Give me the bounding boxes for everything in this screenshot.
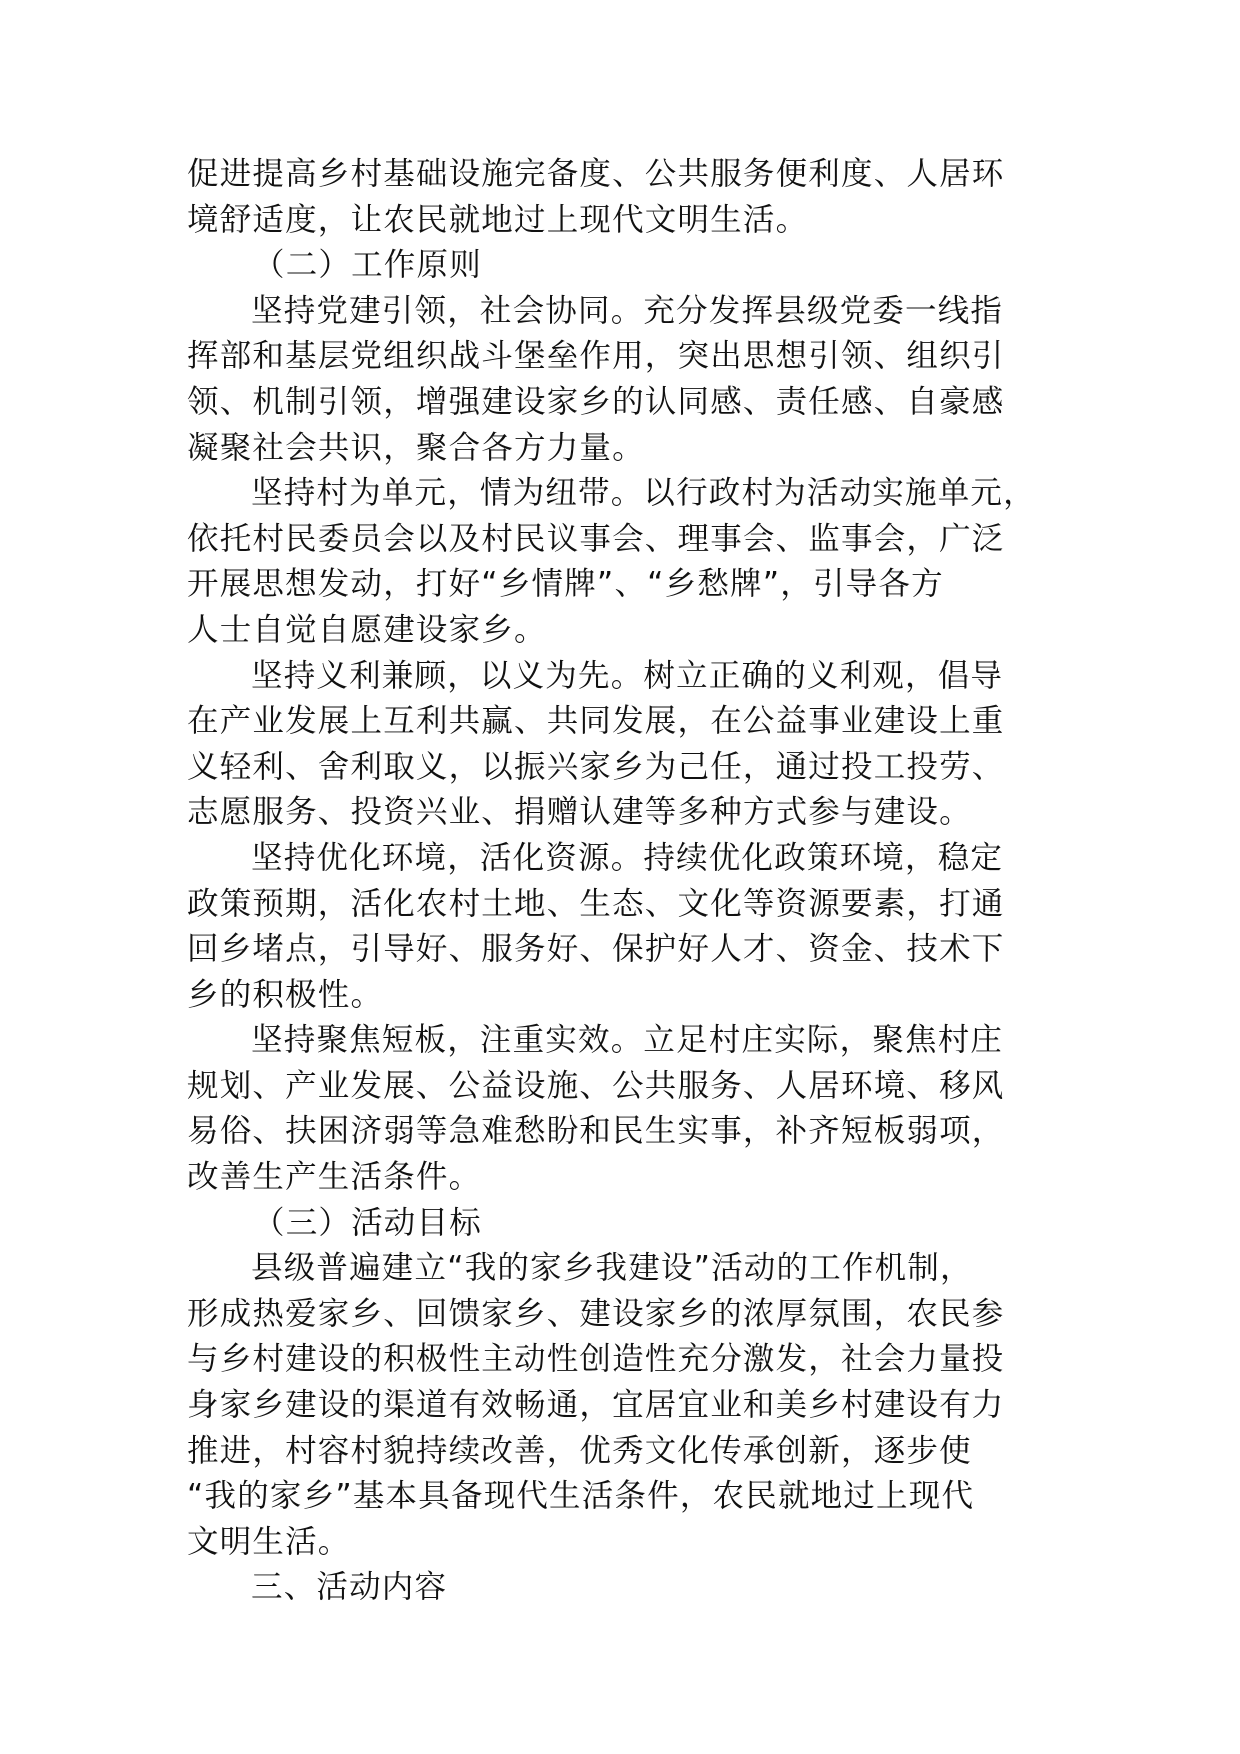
text-line: 乡的积极性。 [187, 976, 384, 1013]
text-line: “我的家乡”基本具备现代生活条件，农民就地过上现代 [187, 1478, 975, 1515]
text-line: 志愿服务、投资兴业、捐赠认建等多种方式参与建设。 [187, 794, 972, 831]
text-line: 与乡村建设的积极性主动性创造性充分激发，社会力量投 [187, 1341, 1005, 1378]
text-line: 推进，村容村貌持续改善，优秀文化传承创新，逐步使 [187, 1432, 972, 1469]
text-line: 规划、产业发展、公益设施、公共服务、人居环境、移风 [187, 1067, 1005, 1104]
section-heading: （二）工作原则 [253, 247, 482, 284]
text-line: 坚持优化环境，活化资源。持续优化政策环境，稳定 [251, 839, 1004, 876]
text-line: 回乡堵点，引导好、服务好、保护好人才、资金、技术下 [187, 931, 1005, 968]
text-line: 坚持党建引领，社会协同。充分发挥县级党委一线指 [251, 292, 1004, 329]
text-line: 改善生产生活条件。 [187, 1159, 482, 1196]
chapter-heading: 三、活动内容 [251, 1569, 448, 1606]
text-line: 挥部和基层党组织战斗堡垒作用，突出思想引领、组织引 [187, 338, 1005, 375]
text-line: 领、机制引领，增强建设家乡的认同感、责任感、自豪感 [187, 383, 1005, 420]
text-line: 政策预期，活化农村土地、生态、文化等资源要素，打通 [187, 885, 1005, 922]
text-line: 坚持义利兼顾，以义为先。树立正确的义利观，倡导 [251, 657, 1004, 694]
text-line: 在产业发展上互利共赢、共同发展，在公益事业建设上重 [187, 703, 1005, 740]
text-line: 文明生活。 [187, 1523, 351, 1560]
text-line: 境舒适度，让农民就地过上现代文明生活。 [187, 201, 809, 238]
text-line: 身家乡建设的渠道有效畅通，宜居宜业和美乡村建设有力 [187, 1387, 1005, 1424]
text-line: 坚持村为单元，情为纽带。以行政村为活动实施单元， [251, 475, 1036, 512]
text-line: 开展思想发动，打好“乡情牌”、“乡愁牌”，引导各方 [187, 566, 944, 603]
text-line: 人士自觉自愿建设家乡。 [187, 611, 547, 648]
section-heading: （三）活动目标 [253, 1204, 482, 1241]
text-line: 坚持聚焦短板，注重实效。立足村庄实际，聚焦村庄 [251, 1022, 1004, 1059]
text-line: 县级普遍建立“我的家乡我建设”活动的工作机制， [251, 1250, 973, 1287]
document-body [187, 152, 1087, 1611]
text-line: 凝聚社会共识，聚合各方力量。 [187, 429, 645, 466]
text-line: 促进提高乡村基础设施完备度、公共服务便利度、人居环 [187, 156, 1005, 192]
text-line: 形成热爱家乡、回馈家乡、建设家乡的浓厚氛围，农民参 [187, 1295, 1005, 1332]
text-line: 易俗、扶困济弱等急难愁盼和民生实事，补齐短板弱项， [187, 1113, 1005, 1150]
text-line: 义轻利、舍利取义，以振兴家乡为己任，通过投工投劳、 [187, 748, 1005, 785]
text-line: 依托村民委员会以及村民议事会、理事会、监事会，广泛 [187, 520, 1005, 557]
